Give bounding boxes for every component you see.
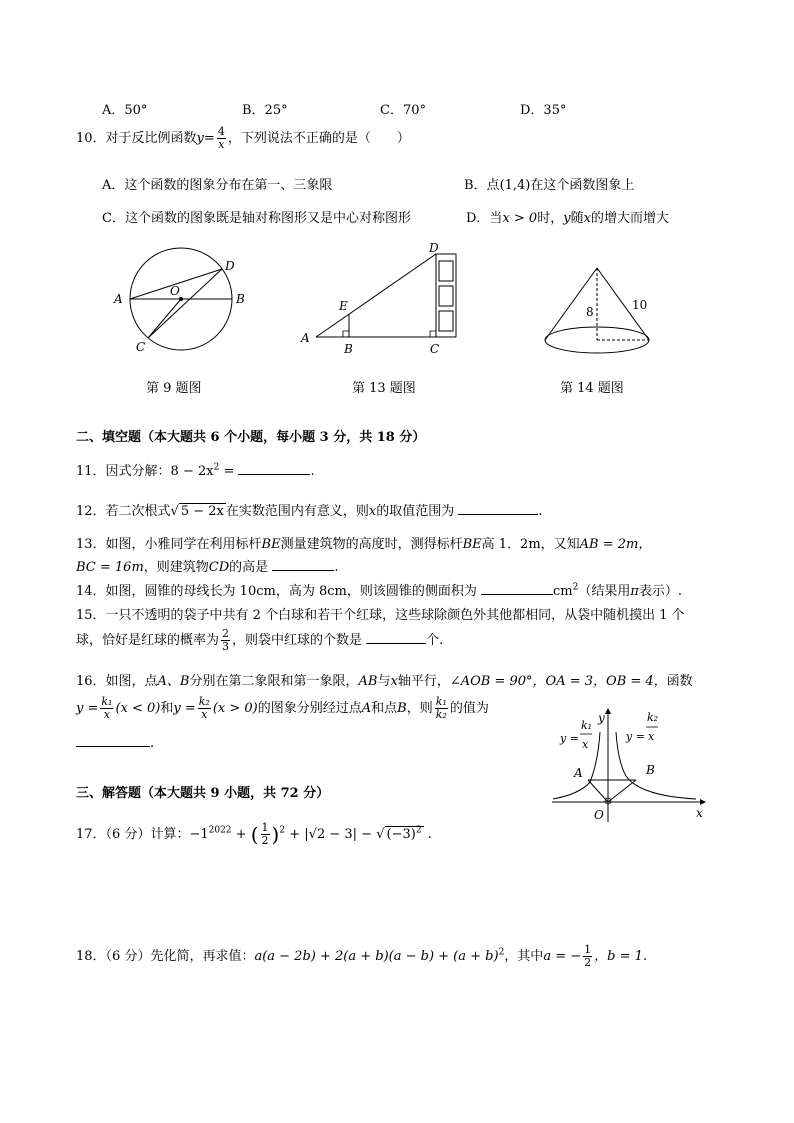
fig9-label-d: D bbox=[225, 259, 235, 273]
fig16-label-b: B bbox=[646, 763, 655, 777]
q10-option-a: A．这个函数的图象分布在第一、三象限 bbox=[102, 178, 333, 193]
fig16-label-x: x bbox=[696, 806, 703, 820]
fig9-label-o: O bbox=[170, 284, 180, 298]
fig14-label-height: 8 bbox=[586, 305, 594, 319]
q12-answer-blank[interactable] bbox=[458, 502, 538, 515]
q17: 17．（6 分）计算：$-1^{2022}$ + ( $\frac{1}{2}$ )$^2$ + |√2 − 3| − √ $(-3)^2$ . bbox=[76, 821, 432, 847]
q10-stem: 10．对于反比例函数y= $\frac{4}{x}$ ，下列说法不正确的是（ ） bbox=[76, 125, 410, 151]
q10-option-b: B．点(1,4)在这个函数图象上 bbox=[464, 178, 635, 193]
q14-answer-blank[interactable] bbox=[481, 582, 553, 595]
fig9-label-c: C bbox=[136, 340, 146, 354]
fig14-label-slant: 10 bbox=[632, 298, 648, 312]
fig16-f2-den: x bbox=[648, 730, 655, 743]
q18: 18．（6 分）先化简，再求值：$a(a - 2b) + 2(a + b)(a - b) + (a + b)^2$，其中a = − $\frac{1}{2}$ ，b = 1. bbox=[76, 943, 648, 969]
q16-answer-blank[interactable] bbox=[76, 734, 150, 747]
q16-line2: y = $\frac{\text{k₁}}{x}$ (x < 0)和y = $\frac{\text{k₂}}{x}$ (x > 0)的图象分别经过点A和点B，则 $\frac{\text{k₁}}{\text{k₂}}$ 的值为 bbox=[76, 695, 489, 721]
figure-13-building bbox=[296, 240, 468, 360]
figure-14-cone bbox=[540, 260, 658, 360]
fig9-label-b: B bbox=[236, 292, 245, 306]
fig16-f1-lhs: y = bbox=[560, 732, 579, 745]
section-3-title: 三、解答题（本大题共 9 小题，共 72 分） bbox=[76, 786, 330, 801]
q9-option-d: D．35° bbox=[520, 103, 567, 118]
figure-16-graph bbox=[550, 704, 710, 826]
section-2-title: 二、填空题（本大题共 6 个小题，每小题 3 分，共 18 分） bbox=[76, 430, 426, 445]
q10-option-d: D．当x > 0时，y随x的增大而增大 bbox=[466, 211, 669, 226]
q13-line1: 13．如图，小雅同学在利用标杆BE测量建筑物的高度时，测得标杆BE高 1．2m，又知AB = 2m， bbox=[76, 537, 652, 552]
q16-line1: 16．如图，点A、B分别在第二象限和第一象限，AB与x轴平行，∠AOB = 90°，OA = 3，OB = 4，函数 bbox=[76, 674, 693, 689]
q15-answer-blank[interactable] bbox=[366, 631, 426, 644]
fig16-label-o: O bbox=[594, 808, 604, 822]
fig16-label-y: y bbox=[598, 711, 605, 725]
fig16-label-a: A bbox=[574, 766, 583, 780]
fig13-label-c: C bbox=[430, 342, 440, 356]
fig13-label-e: E bbox=[339, 299, 348, 313]
q13-answer-blank[interactable] bbox=[272, 558, 334, 571]
fig16-f1-num: k₁ bbox=[581, 719, 593, 732]
q14: 14．如图，圆锥的母线长为 10cm，高为 8cm，则该圆锥的侧面积为 $cm^2$（结果用π表示）. bbox=[76, 582, 683, 599]
fig13-label-a: A bbox=[301, 331, 310, 345]
figure-14-caption: 第 14 题图 bbox=[560, 381, 624, 396]
q11-answer-blank[interactable] bbox=[238, 462, 310, 475]
q9-option-b: B．25° bbox=[242, 103, 288, 118]
q15-line1: 15．一只不透明的袋子中共有 2 个白球和若干个红球，这些球除颜色外其他都相同，从袋中随机摸出 1 个 bbox=[76, 608, 685, 623]
q10-option-c: C．这个函数的图象既是轴对称图形又是中心对称图形 bbox=[102, 211, 411, 226]
fig16-f2-num: k₂ bbox=[647, 711, 659, 724]
q9-option-a: A．50° bbox=[102, 103, 148, 118]
fig9-label-a: A bbox=[114, 292, 123, 306]
fig16-f1-den: x bbox=[582, 738, 589, 751]
q12: 12．若二次根式√ 5 − 2x 在实数范围内有意义，则x的取值范围为 . bbox=[76, 504, 543, 519]
fig13-label-d: D bbox=[429, 241, 439, 255]
q15-line2: 球，恰好是红球的概率为 $\frac{2}{3}$ ，则袋中红球的个数是 个. bbox=[76, 627, 444, 653]
q9-option-c: C．70° bbox=[380, 103, 426, 118]
figure-13-caption: 第 13 题图 bbox=[352, 381, 416, 396]
figure-9-circle bbox=[108, 246, 268, 356]
fig13-label-b: B bbox=[344, 342, 353, 356]
q16-line3: . bbox=[76, 734, 154, 751]
q13-line2: BC = 16m，则建筑物CD的高是 . bbox=[76, 560, 339, 575]
fig16-f2-lhs: y = bbox=[626, 730, 645, 743]
figure-9-caption: 第 9 题图 bbox=[146, 381, 202, 396]
q11: 11．因式分解：$8 - 2x^2$ = . bbox=[76, 462, 315, 479]
